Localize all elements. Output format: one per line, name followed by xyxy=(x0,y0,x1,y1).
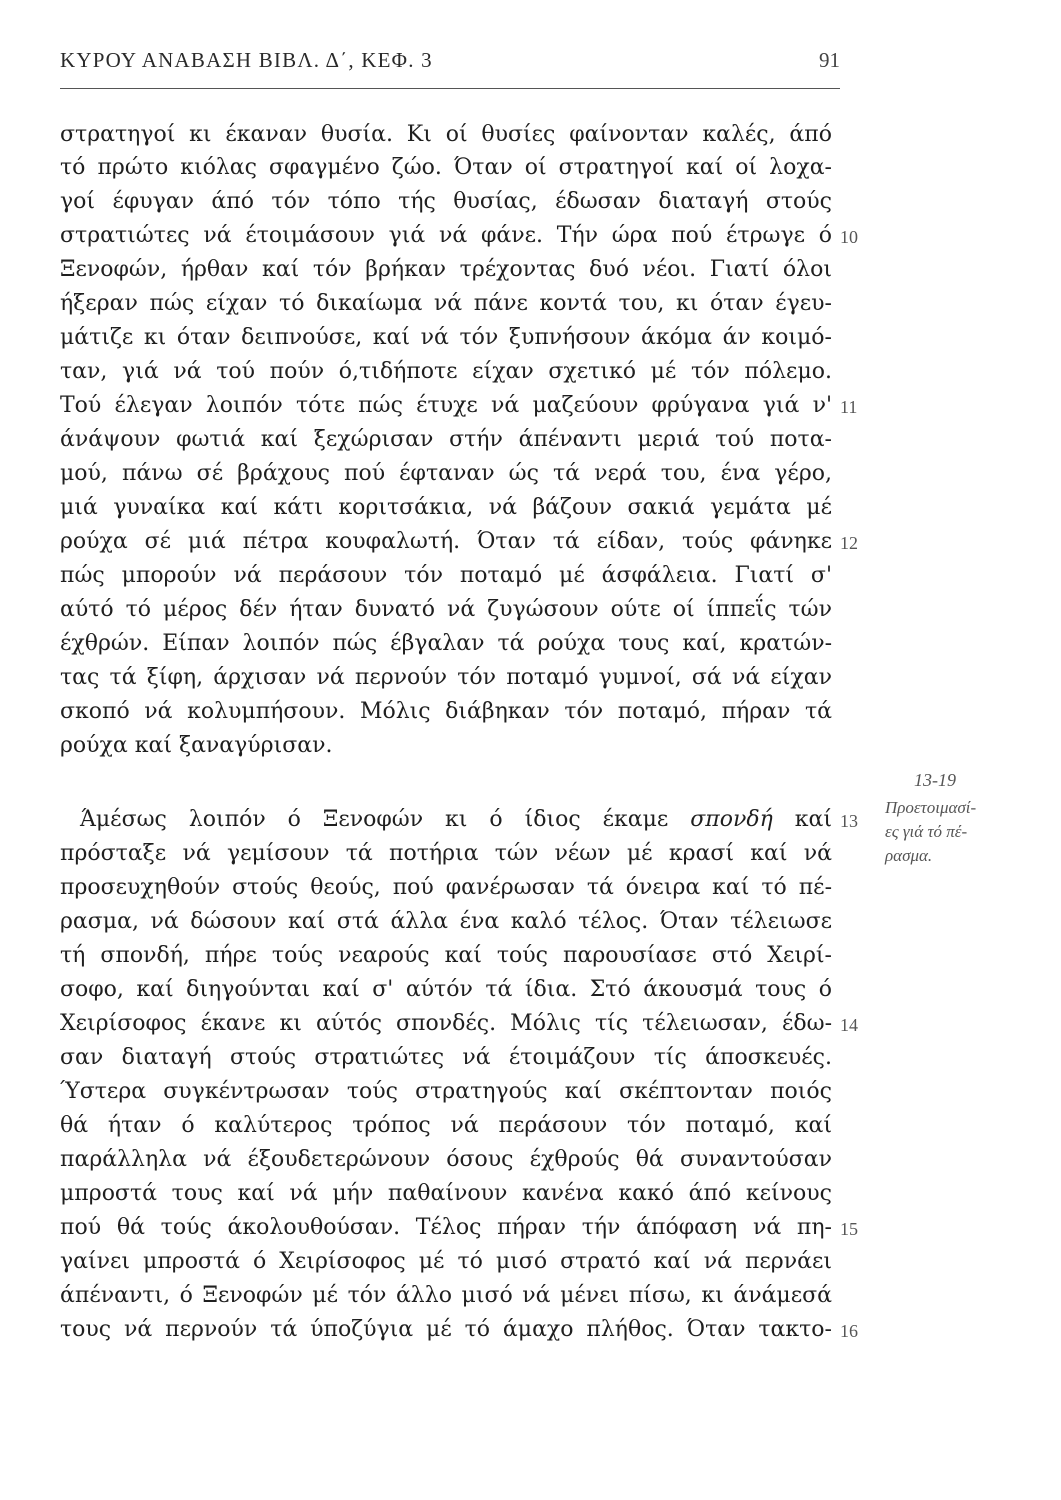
text-line: πρόσταξε νά γεμίσουν τά ποτήρια τών νέων μέ κρασί καί νά xyxy=(60,841,832,866)
text-line: παράλληλα νά έξουδετερώνουν όσους έχθρούς θά συναντούσαν xyxy=(60,1147,832,1172)
section-number: 13 xyxy=(840,811,858,831)
section-number: 15 xyxy=(840,1219,858,1239)
text-line: ρούχα σέ μιά πέτρα κουφαλωτή. Όταν τά είδαν, τούς φάνηκε xyxy=(60,529,832,554)
text-line: σοφο, καί διηγούνται καί σ' αύτόν τά ίδια. Στό άκουσμά τους ό xyxy=(60,977,832,1002)
text-line: μπροστά τους καί νά μήν παθαίνουν κανένα κακό άπό κείνους xyxy=(60,1181,832,1206)
text-line: προσευχηθούν στούς θεούς, πού φανέρωσαν τά όνειρα καί τό πέ- xyxy=(60,875,832,900)
header-rule xyxy=(60,88,840,89)
text-line: τας τά ξίφη, άρχισαν νά περνούν τόν ποταμό γυμνοί, σά νά είχαν xyxy=(60,665,832,690)
text-line: μάτιζε κι όταν δειπνούσε, καί νά τόν ξυπνήσουν άκόμα άν κοιμό- xyxy=(60,325,832,350)
text-line: στρατιώτες νά έτοιμάσουν γιά νά φάνε. Τήν ώρα πού έτρωγε ό xyxy=(60,223,832,248)
text-line: ταν, γιά νά τού πούν ό,τιδήποτε είχαν σχετικό μέ τόν πόλεμο. xyxy=(60,359,832,384)
text-line: Ύστερα συγκέντρωσαν τούς στρατηγούς καί σκέπτονταν ποιός xyxy=(60,1079,832,1104)
text-line: πώς μπορούν νά περάσουν τόν ποταμό μέ άσφάλεια. Γιατί σ' xyxy=(60,563,832,588)
text-line: σαν διαταγή στούς στρατιώτες νά έτοιμάζουν τίς άποσκευές. xyxy=(60,1045,832,1070)
text-line: σκοπό νά κολυμπήσουν. Μόλις διάβηκαν τόν ποταμό, πήραν τά xyxy=(60,699,832,724)
text-line: τό πρώτο κιόλας σφαγμένο ζώο. Όταν οί στρατηγοί καί οί λοχα- xyxy=(60,155,832,180)
text-run: Άμέσως λοιπόν ό Ξενοφών κι ό ίδιος έκαμε xyxy=(80,807,691,832)
text-line: ήξεραν πώς είχαν τό δικαίωμα νά πάνε κοντά του, κι όταν έγευ- xyxy=(60,291,832,316)
text-line: Τού έλεγαν λοιπόν τότε πώς έτυχε νά μαζεύουν φρύγανα γιά ν' xyxy=(60,393,832,418)
text-line: άνάψουν φωτιά καί ξεχώρισαν στήν άπέναντι μεριά τού ποτα- xyxy=(60,427,832,452)
gloss-line: Προετοιμασί- xyxy=(885,798,977,817)
text-line: ρούχα καί ξαναγύρισαν. xyxy=(60,733,333,758)
text-line: μιά γυναίκα καί κάτι κοριτσάκια, νά βάζουν σακιά γεμάτα μέ xyxy=(60,495,832,520)
text-line: ρασμα, νά δώσουν καί στά άλλα ένα καλό τέλος. Όταν τέλειωσε xyxy=(60,909,832,934)
text-line-first xyxy=(80,805,832,835)
text-line: γαίνει μπροστά ό Χειρίσοφος μέ τό μισό στρατό καί νά περνάει xyxy=(60,1249,832,1274)
text-line: γοί έφυγαν άπό τόν τόπο τής θυσίας, έδωσαν διαταγή στούς xyxy=(60,189,832,214)
text-line: έχθρών. Είπαν λοιπόν πώς έβγαλαν τά ρούχα τους καί, κρατών- xyxy=(60,631,832,656)
text-line: αύτό τό μέρος δέν ήταν δυνατό νά ζυγώσουν ούτε οί ίππεΐς τών xyxy=(60,597,832,622)
text-line: θά ήταν ό καλύτερος τρόπος νά περάσουν τόν ποταμό, καί xyxy=(60,1113,832,1138)
section-number: 11 xyxy=(840,397,858,417)
text-line: μού, πάνω σέ βράχους πού έφταναν ώς τά νερά του, ένα γέρο, xyxy=(60,461,832,486)
text-line: τή σπονδή, πήρε τούς νεαρούς καί τούς παρουσίασε στό Χειρί- xyxy=(60,943,832,968)
text-line: τους νά περνούν τά ύποζύγια μέ τό άμαχο πλήθος. Όταν τακτο- xyxy=(60,1317,832,1342)
text-line: Χειρίσοφος έκανε κι αύτός σπονδές. Μόλις τίς τέλειωσαν, έδω- xyxy=(60,1011,832,1036)
text-line: πού θά τούς άκολουθούσαν. Τέλος πήραν τήν άπόφαση νά πη- xyxy=(60,1215,832,1240)
text-line: άπέναντι, ό Ξενοφών μέ τόν άλλο μισό νά μένει πίσω, κι άνάμεσά xyxy=(60,1283,832,1308)
page-number: 91 xyxy=(819,48,840,72)
italic-term: σπονδή xyxy=(690,807,773,832)
text-line: Ξενοφών, ήρθαν καί τόν βρήκαν τρέχοντας δυό νέοι. Γιατί όλοι xyxy=(60,257,832,282)
text-run: καί xyxy=(772,807,832,832)
gloss-range: 13-19 xyxy=(914,770,956,790)
running-header xyxy=(60,48,840,82)
gloss-line: ες γιά τό πέ- xyxy=(885,822,968,841)
section-number: 16 xyxy=(840,1321,858,1341)
section-number: 12 xyxy=(840,533,858,553)
gloss-line: ρασμα. xyxy=(885,846,933,865)
text-line: στρατηγοί κι έκαναν θυσία. Κι οί θυσίες φαίνονταν καλές, άπό xyxy=(60,122,832,147)
section-number: 10 xyxy=(840,227,858,247)
running-title: ΚΥΡΟΥ ΑΝΑΒΑΣΗ ΒΙΒΛ. Δ΄, ΚΕΦ. 3 xyxy=(60,48,433,72)
section-number: 14 xyxy=(840,1015,858,1035)
